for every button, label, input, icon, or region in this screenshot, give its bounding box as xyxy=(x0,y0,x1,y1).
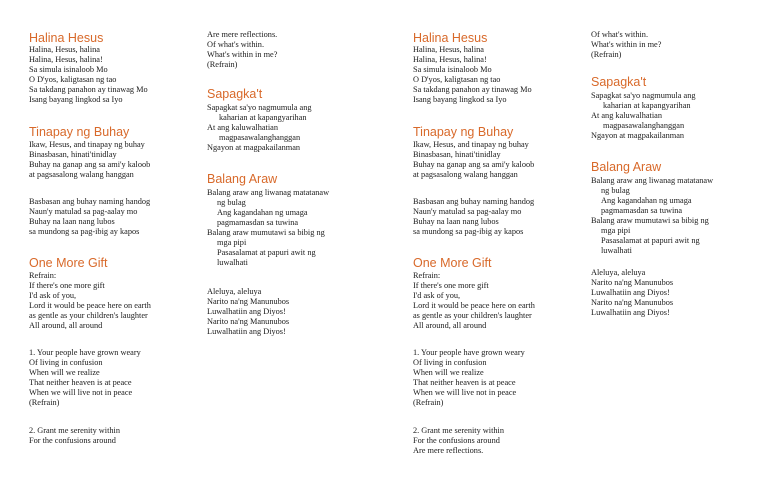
right-halina-line: Halina, Hesus, halina xyxy=(413,45,484,54)
left-onemore-refrain-line: I'd ask of you, xyxy=(29,291,77,300)
left-tinapay-v2-line: sa mundong sa pag-ibig ay kapos xyxy=(29,227,140,236)
left-onemore-v1-line: When we will live not in peace xyxy=(29,388,133,397)
right-onemore-v2-cont-line: (Refrain) xyxy=(591,50,622,59)
left-tinapay-v1-line: at pagsasalong walang hanggan xyxy=(29,170,134,179)
right-onemore-v2-cont-line: Are mere reflections. xyxy=(413,446,484,455)
right-sapagkat-line: Ngayon at magpakailanman xyxy=(591,131,685,140)
right-onemore-v1-line: When we will live not in peace xyxy=(413,388,517,397)
right-tinapay-title: Tinapay ng Buhay xyxy=(413,125,514,139)
right-halina-line: Sa takdang panahon ay tinawag Mo xyxy=(413,85,532,94)
left-balang-line: Ang kagandahan ng umaga xyxy=(217,208,308,217)
left-onemore-v1-line: Of living in confusion xyxy=(29,358,103,367)
right-balang-line: ng bulag xyxy=(601,186,630,195)
left-sapagkat-line: Sapagkat sa'yo nagmumula ang xyxy=(207,103,312,112)
left-halina-line: O D'yos, kaligtasan ng tao xyxy=(29,75,117,84)
left-balang-line: Balang araw mumutawi sa bibig ng xyxy=(207,228,325,237)
left-sapagkat-line: Ngayon at magpakailanman xyxy=(207,143,301,152)
left-onemore-refrain-line: If there's one more gift xyxy=(29,281,105,290)
left-balang-line: pagmamasdan sa tuwina xyxy=(217,218,299,227)
left-sapagkat-line: kaharian at kapangyarihan xyxy=(219,113,307,122)
left-aleluya-line: Luwalhatiin ang Diyos! xyxy=(207,307,286,316)
right-tinapay-v2-line: sa mundong sa pag-ibig ay kapos xyxy=(413,227,524,236)
right-halina-title: Halina Hesus xyxy=(413,31,488,45)
right-balang-line: Pasasalamat at papuri awit ng xyxy=(601,236,700,245)
right-halina-line: O D'yos, kaligtasan ng tao xyxy=(413,75,501,84)
right-aleluya-line: Narito na'ng Manunubos xyxy=(591,278,674,287)
right-aleluya-line: Narito na'ng Manunubos xyxy=(591,298,674,307)
right-onemore-refrain-line: as gentle as your children's laughter xyxy=(413,311,532,320)
right-sapagkat-line: magpasawalanghanggan xyxy=(603,121,685,130)
right-onemore-refrain-line: Refrain: xyxy=(413,271,441,280)
left-onemore-refrain-line: Refrain: xyxy=(29,271,57,280)
right-halina-line: Halina, Hesus, halina! xyxy=(413,55,487,64)
left-balang-line: Balang araw ang liwanag matatanaw xyxy=(207,188,330,197)
left-halina-line: Isang bayang lingkod sa Iyo xyxy=(29,95,123,104)
right-tinapay-v1-line: at pagsasalong walang hanggan xyxy=(413,170,518,179)
left-halina-title: Halina Hesus xyxy=(29,31,104,45)
left-tinapay-v2-line: Buhay na laan nang lubos xyxy=(29,217,115,226)
left-balang-line: ng bulag xyxy=(217,198,246,207)
right-onemore-title: One More Gift xyxy=(413,256,492,270)
right-onemore-v2-line: 2. Grant me serenity within xyxy=(413,426,505,435)
left-aleluya-line: Aleluya, aleluya xyxy=(207,287,262,296)
right-balang-line: Balang araw ang liwanag matatanaw xyxy=(591,176,714,185)
left-onemore-v1-line: 1. Your people have grown weary xyxy=(29,348,141,357)
right-tinapay-v1-line: Buhay na ganap ang sa ami'y kaloob xyxy=(413,160,535,169)
left-balang-title: Balang Araw xyxy=(207,172,278,186)
right-sapagkat-line: Sapagkat sa'yo nagmumula ang xyxy=(591,91,696,100)
right-onemore-refrain-line: All around, all around xyxy=(413,321,487,330)
right-onemore-v2-cont-line: What's within in me? xyxy=(591,40,662,49)
left-onemore-v2-line: 2. Grant me serenity within xyxy=(29,426,121,435)
left-onemore-v2-cont-line: Are mere reflections. xyxy=(207,30,278,39)
left-aleluya-line: Narito na'ng Manunubos xyxy=(207,317,290,326)
left-onemore-v1-line: (Refrain) xyxy=(29,398,60,407)
right-aleluya-line: Luwalhatiin ang Diyos! xyxy=(591,308,670,317)
right-halina-line: Isang bayang lingkod sa Iyo xyxy=(413,95,507,104)
left-onemore-refrain-line: Lord it would be peace here on earth xyxy=(29,301,151,310)
left-tinapay-title: Tinapay ng Buhay xyxy=(29,125,130,139)
left-onemore-refrain-line: All around, all around xyxy=(29,321,103,330)
right-sapagkat-line: kaharian at kapangyarihan xyxy=(603,101,691,110)
left-sapagkat-title: Sapagka't xyxy=(207,87,263,101)
left-onemore-title: One More Gift xyxy=(29,256,108,270)
left-tinapay-v2-line: Naun'y matulad sa pag-aalay mo xyxy=(29,207,138,216)
right-onemore-refrain-line: Lord it would be peace here on earth xyxy=(413,301,535,310)
right-aleluya-line: Luwalhatiin ang Diyos! xyxy=(591,288,670,297)
right-balang-line: pagmamasdan sa tuwina xyxy=(601,206,683,215)
right-onemore-v1-line: That neither heaven is at peace xyxy=(413,378,516,387)
right-balang-line: mga pipi xyxy=(601,226,631,235)
left-onemore-refrain-line: as gentle as your children's laughter xyxy=(29,311,148,320)
left-halina-line: Sa simula isinaloob Mo xyxy=(29,65,108,74)
left-halina-line: Sa takdang panahon ay tinawag Mo xyxy=(29,85,148,94)
left-halina-line: Halina, Hesus, halina xyxy=(29,45,100,54)
right-onemore-v1-line: Of living in confusion xyxy=(413,358,487,367)
left-aleluya-line: Narito na'ng Manunubos xyxy=(207,297,290,306)
left-onemore-v1-line: When will we realize xyxy=(29,368,100,377)
right-onemore-refrain-line: I'd ask of you, xyxy=(413,291,461,300)
right-halina-line: Sa simula isinaloob Mo xyxy=(413,65,492,74)
right-balang-line: Balang araw mumutawi sa bibig ng xyxy=(591,216,709,225)
left-balang-line: luwalhati xyxy=(217,258,248,267)
right-tinapay-v1-line: Binasbasan, hinati'tinidlay xyxy=(413,150,501,159)
right-balang-title: Balang Araw xyxy=(591,160,662,174)
left-balang-line: Pasasalamat at papuri awit ng xyxy=(217,248,316,257)
right-onemore-v2-cont-line: Of what's within. xyxy=(591,30,649,39)
left-tinapay-v1-line: Buhay na ganap ang sa ami'y kaloob xyxy=(29,160,151,169)
left-onemore-v1-line: That neither heaven is at peace xyxy=(29,378,132,387)
right-tinapay-v1-line: Ikaw, Hesus, and tinapay ng buhay xyxy=(413,140,529,149)
right-tinapay-v2-line: Buhay na laan nang lubos xyxy=(413,217,499,226)
left-onemore-v2-cont-line: Of what's within. xyxy=(207,40,265,49)
left-aleluya-line: Luwalhatiin ang Diyos! xyxy=(207,327,286,336)
right-onemore-v1-line: 1. Your people have grown weary xyxy=(413,348,525,357)
left-onemore-v2-cont-line: (Refrain) xyxy=(207,60,238,69)
left-tinapay-v1-line: Binasbasan, hinati'tinidlay xyxy=(29,150,117,159)
right-sapagkat-title: Sapagka't xyxy=(591,75,647,89)
right-tinapay-v2-line: Naun'y matulad sa pag-aalay mo xyxy=(413,207,522,216)
left-balang-line: mga pipi xyxy=(217,238,247,247)
left-tinapay-v1-line: Ikaw, Hesus, and tinapay ng buhay xyxy=(29,140,145,149)
left-halina-line: Halina, Hesus, halina! xyxy=(29,55,103,64)
right-onemore-v1-line: (Refrain) xyxy=(413,398,444,407)
right-balang-line: luwalhati xyxy=(601,246,632,255)
left-sapagkat-line: magpasawalanghanggan xyxy=(219,133,301,142)
right-aleluya-line: Aleluya, aleluya xyxy=(591,268,646,277)
left-tinapay-v2-line: Basbasan ang buhay naming handog xyxy=(29,197,151,206)
left-onemore-v2-line: For the confusions around xyxy=(29,436,116,445)
left-onemore-v2-cont-line: What's within in me? xyxy=(207,50,278,59)
left-sapagkat-line: At ang kaluwalhatian xyxy=(207,123,278,132)
right-onemore-v2-line: For the confusions around xyxy=(413,436,500,445)
right-onemore-v1-line: When will we realize xyxy=(413,368,484,377)
right-sapagkat-line: At ang kaluwalhatian xyxy=(591,111,662,120)
right-tinapay-v2-line: Basbasan ang buhay naming handog xyxy=(413,197,535,206)
right-onemore-refrain-line: If there's one more gift xyxy=(413,281,489,290)
right-balang-line: Ang kagandahan ng umaga xyxy=(601,196,692,205)
